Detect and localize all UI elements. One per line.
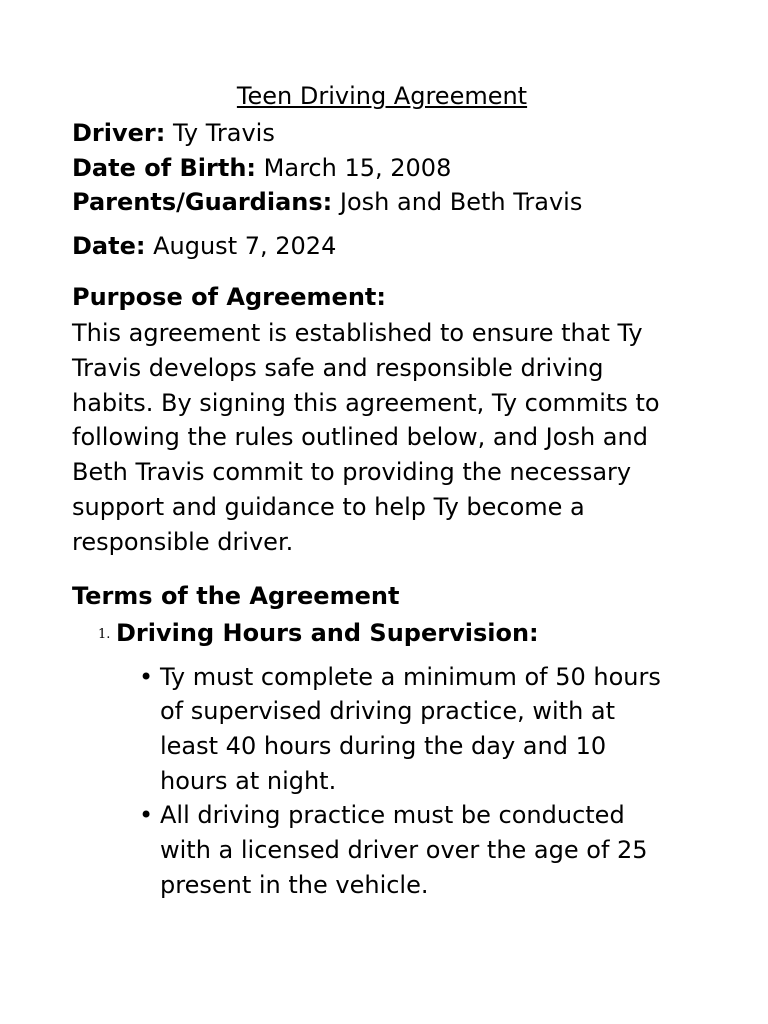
driving-hours-bullet-list — [72, 660, 692, 903]
purpose-heading: Purpose of Agreement: — [72, 283, 386, 311]
purpose-paragraph — [72, 316, 692, 560]
purpose-line: following the rules outlined below, and Josh and — [72, 423, 648, 452]
bullet-icon: • — [139, 662, 154, 691]
terms-heading: Terms of the Agreement — [72, 581, 400, 610]
guardians-field — [72, 185, 692, 220]
agreement-date-label: Date: — [72, 231, 146, 260]
bullet-line: least 40 hours during the day and 10 — [160, 731, 607, 760]
terms-item-driving-hours — [72, 616, 692, 650]
guardians-label: Parents/Guardians: — [72, 188, 333, 216]
purpose-line: Beth Travis commit to providing the necessary — [72, 458, 632, 487]
purpose-line: This agreement is established to ensure that Ty — [72, 319, 643, 347]
agreement-date-field — [72, 229, 692, 264]
driver-value: Ty Travis — [172, 119, 275, 147]
birth-date-label: Date of Birth: — [72, 153, 257, 182]
driver-label: Driver: — [72, 119, 166, 147]
bullet-line: with a licensed driver over the age of 25 — [160, 836, 648, 865]
guardians-value: Josh and Beth Travis — [339, 188, 583, 216]
bullet-line: hours at night. — [160, 766, 337, 795]
agreement-date-value: August 7, 2024 — [153, 231, 337, 260]
purpose-line: habits. By signing this agreement, Ty commits to — [72, 388, 660, 417]
birth-date-field — [72, 151, 692, 186]
terms-item-title: Driving Hours and Supervision: — [116, 618, 539, 647]
bullet-item-licensed-driver — [72, 798, 692, 902]
bullet-line: present in the vehicle. — [160, 870, 429, 899]
document-title: Teen Driving Agreement — [236, 82, 528, 110]
purpose-line: support and guidance to help Ty become a — [72, 492, 585, 521]
bullet-line: Ty must complete a minimum of 50 hours — [160, 662, 661, 691]
birth-date-value: March 15, 2008 — [263, 153, 452, 182]
driver-field — [72, 116, 692, 151]
bullet-line: All driving practice must be conducted — [160, 801, 625, 830]
bullet-item-practice-hours — [72, 660, 692, 799]
bullet-line: of supervised driving practice, with at — [160, 697, 616, 726]
purpose-line: Travis develops safe and responsible driving — [72, 353, 604, 382]
document-page — [72, 80, 692, 903]
bullet-icon: • — [139, 801, 154, 830]
list-number: 1. — [98, 626, 111, 642]
purpose-line: responsible driver. — [72, 527, 294, 556]
